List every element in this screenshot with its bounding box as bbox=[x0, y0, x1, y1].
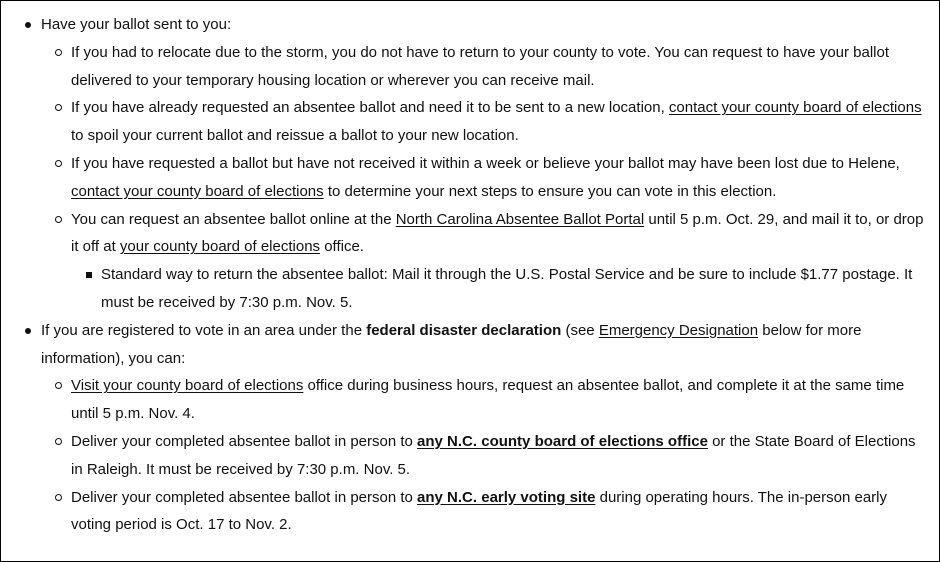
list-item-text: If you have already requested an absentee ballot and need it to be sent to a new location, bbox=[71, 99, 669, 117]
contact-county-board-link[interactable]: contact your county board of elections bbox=[71, 182, 324, 200]
your-county-board-link[interactable]: your county board of elections bbox=[119, 238, 321, 256]
bullet-dot-icon bbox=[25, 328, 31, 334]
list-item-text: until 5 p.m. Oct. 29, and mail it to, or drop it off at bbox=[71, 210, 924, 256]
hollow-bullet-icon bbox=[55, 494, 62, 501]
list-item-visit-board bbox=[71, 372, 931, 428]
list-item-text: (see bbox=[561, 321, 599, 339]
federal-disaster-declaration-text: federal disaster declaration bbox=[366, 321, 562, 339]
list-item-text: If you had to relocate due to the storm, you do not have to return to your county to vote. You can request to have your ballot delivered to your temporary housing location or wherever you can receive mail. bbox=[71, 43, 890, 89]
list-item-text: If you have requested a ballot but have not received it within a week or believe your ballot may have been lost due to Helene, bbox=[71, 154, 900, 172]
hollow-bullet-icon bbox=[55, 438, 62, 445]
list-item-request-online bbox=[71, 206, 931, 317]
list-item-text: If you are registered to vote in an area under the bbox=[41, 321, 367, 339]
list-item-deliver-early-voting bbox=[71, 484, 931, 540]
list-item-text: You can request an absentee ballot online at the bbox=[71, 210, 396, 228]
absentee-ballot-portal-link[interactable]: North Carolina Absentee Ballot Portal bbox=[395, 210, 645, 228]
list-item-text: Deliver your completed absentee ballot in person to bbox=[71, 432, 418, 450]
link-bold-text: any N.C. early voting site bbox=[417, 488, 596, 506]
hollow-bullet-icon bbox=[55, 216, 62, 223]
list-item-text: Have your ballot sent to you: bbox=[41, 16, 232, 33]
hollow-bullet-icon bbox=[55, 104, 62, 111]
list-item-text: or the State Board of Elections in Raleigh. It must be received by 7:30 p.m. Nov. 5. bbox=[71, 432, 916, 478]
list-item-relocate bbox=[71, 39, 931, 95]
list-item-standard-return bbox=[101, 261, 931, 317]
list-item-not-received bbox=[71, 150, 931, 206]
emergency-designation-link[interactable]: Emergency Designation bbox=[598, 321, 759, 339]
any-early-voting-site-link[interactable] bbox=[417, 489, 595, 506]
hollow-bullet-icon bbox=[55, 49, 62, 56]
list-item-new-location bbox=[71, 94, 931, 150]
list-item-text: during operating hours. The in-person early voting period is Oct. 17 to Nov. 2. bbox=[71, 488, 887, 534]
visit-county-board-link[interactable]: Visit your county board of elections bbox=[71, 377, 304, 395]
list-item-text: office. bbox=[320, 238, 364, 256]
bullet-dot-icon bbox=[25, 22, 31, 28]
link-bold-text: any N.C. county board of elections office bbox=[417, 432, 708, 450]
square-bullet-icon bbox=[86, 272, 92, 278]
list-item-disaster-area bbox=[41, 317, 931, 539]
main-bullet-list bbox=[41, 11, 931, 539]
any-county-board-office-link[interactable] bbox=[417, 433, 708, 450]
sub-bullet-list bbox=[71, 39, 931, 317]
contact-county-board-link[interactable]: contact your county board of elections bbox=[668, 99, 922, 117]
list-item-ballot-sent bbox=[41, 11, 931, 317]
sub-bullet-list bbox=[71, 372, 931, 539]
list-item-text: office during business hours, request an absentee ballot, and complete it at the same time until 5 p.m. Nov. 4. bbox=[71, 377, 905, 423]
list-item-text: to determine your next steps to ensure you can vote in this election. bbox=[323, 182, 777, 200]
hollow-bullet-icon bbox=[55, 160, 62, 167]
list-item-text: Standard way to return the absentee ballot: Mail it through the U.S. Postal Service and be sure to include $1.77 postage. It must be received by 7:30 p.m. Nov. 5. bbox=[101, 266, 913, 311]
hollow-bullet-icon bbox=[55, 382, 62, 389]
list-item-deliver-board-office bbox=[71, 428, 931, 484]
sub-sub-bullet-list bbox=[101, 261, 931, 317]
list-item-text: to spoil your current ballot and reissue a ballot to your new location. bbox=[71, 127, 519, 145]
list-item-text: Deliver your completed absentee ballot in person to bbox=[71, 488, 418, 506]
list-item-text: below for more information), you can: bbox=[41, 321, 862, 367]
